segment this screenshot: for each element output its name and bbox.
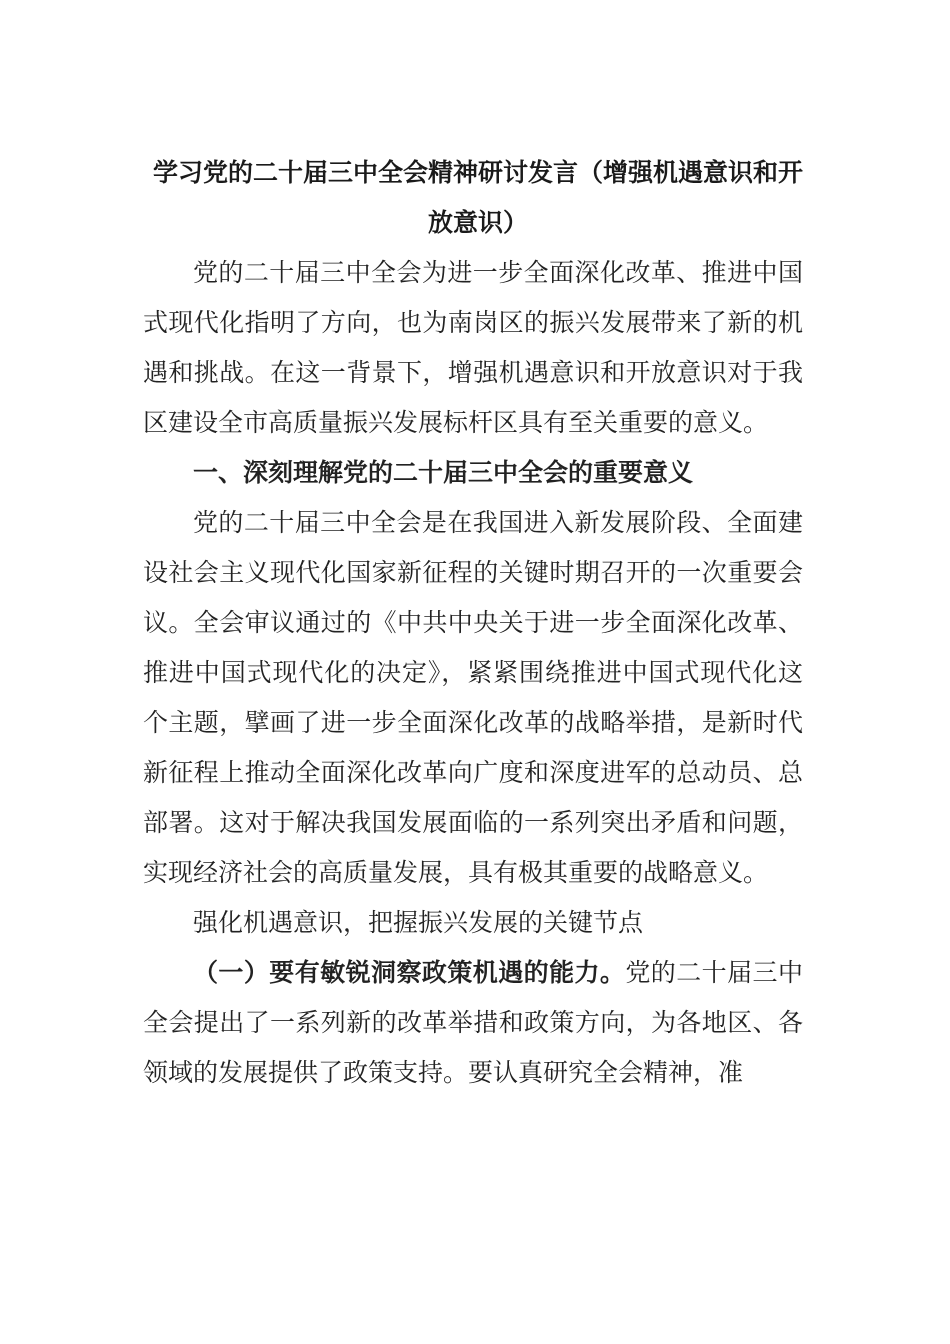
intro-paragraph: 党的二十届三中全会为进一步全面深化改革、推进中国式现代化指明了方向，也为南岗区的振兴发展带来了新的机遇和挑战。在这一背景下，增强机遇意识和开放意识对于我区建设全市高质量振兴发展标杆区具有至关重要的意义。: [143, 258, 803, 437]
section-1-paragraph: 党的二十届三中全会是在我国进入新发展阶段、全面建设社会主义现代化国家新征程的关键时期召开的一次重要会议。全会审议通过的《中共中央关于进一步全面深化改革、推进中国式现代化的决定》，紧紧围绕推进中国式现代化这个主题，擘画了进一步全面深化改革的战略举措，是新时代新征程上推动全面深化改革向广度和深度进军的总动员、总部署。这对于解决我国发展面临的一系列突出矛盾和问题，实现经济社会的高质量发展，具有极其重要的战略意义。: [143, 508, 803, 887]
document-page: [143, 148, 803, 1098]
document-title: 学习党的二十届三中全会精神研讨发言（增强机遇意识和开放意识）: [152, 158, 803, 237]
item-1-body: 党的二十届三中全会提出了一系列新的改革举措和政策方向，为各地区、各领域的发展提供了政策支持。要认真研究全会精神，准: [143, 958, 803, 1087]
section-2-heading: 强化机遇意识，把握振兴发展的关键节点: [193, 908, 644, 937]
item-1-lead: （一）要有敏锐洞察政策机遇的能力。: [193, 958, 626, 987]
item-1-paragraph: [143, 948, 803, 1098]
section-1-heading: 一、深刻理解党的二十届三中全会的重要意义: [193, 458, 694, 487]
